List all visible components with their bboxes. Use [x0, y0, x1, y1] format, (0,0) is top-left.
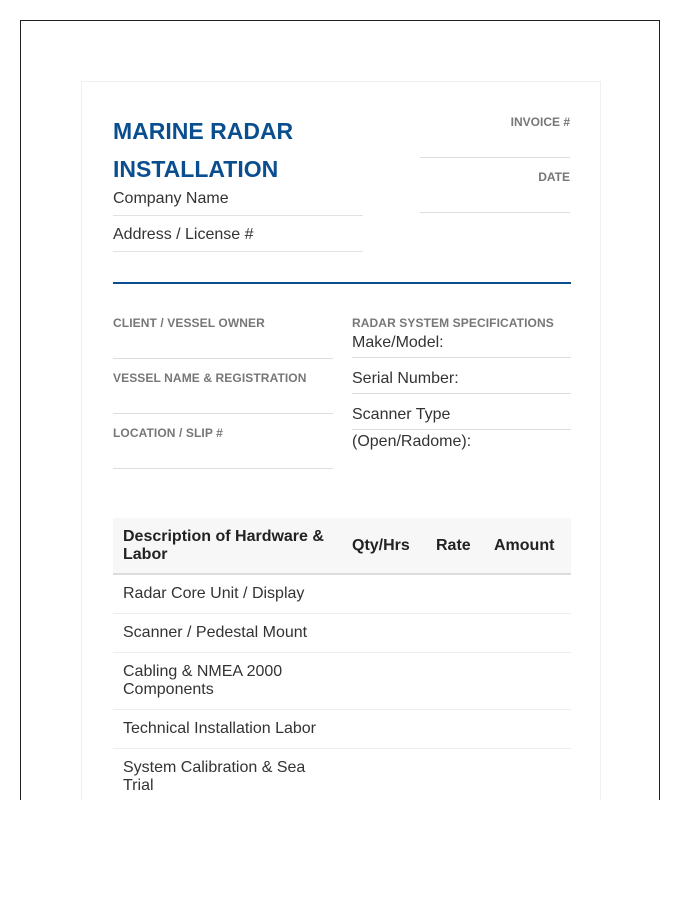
row-description: Radar Core Unit / Display: [113, 574, 342, 614]
invoice-number-label: INVOICE #: [510, 115, 570, 129]
row-amount[interactable]: [484, 749, 571, 801]
row-amount[interactable]: [484, 614, 571, 653]
scanner-type-field-continued: (Open/Radome):: [352, 433, 472, 450]
table-row: [113, 710, 571, 749]
header-divider: [113, 282, 571, 284]
qty-column-header: Qty/Hrs: [342, 518, 426, 574]
make-model-field[interactable]: Make/Model:: [352, 334, 571, 358]
row-qty[interactable]: [342, 710, 426, 749]
radar-specs-label: RADAR SYSTEM SPECIFICATIONS: [352, 316, 554, 330]
rate-column-header: Rate: [426, 518, 484, 574]
row-qty[interactable]: [342, 574, 426, 614]
description-column-header: Description of Hardware & Labor: [113, 518, 342, 574]
invoice-sheet: [81, 81, 601, 800]
table-row: [113, 574, 571, 614]
row-description: Technical Installation Labor: [113, 710, 342, 749]
document-title: MARINE RADAR INSTALLATION: [113, 118, 294, 182]
client-owner-field[interactable]: [113, 358, 333, 359]
row-description: Scanner / Pedestal Mount: [113, 614, 342, 653]
line-items-table: [113, 518, 571, 800]
table-header-row: [113, 518, 571, 574]
row-qty[interactable]: [342, 653, 426, 710]
location-slip-field[interactable]: [113, 468, 333, 469]
client-owner-label: CLIENT / VESSEL OWNER: [113, 316, 265, 330]
row-rate[interactable]: [426, 710, 484, 749]
invoice-number-field[interactable]: [420, 157, 570, 158]
row-qty[interactable]: [342, 749, 426, 801]
date-field[interactable]: [420, 212, 570, 213]
page-frame: [20, 20, 660, 800]
company-name-field[interactable]: Company Name: [113, 190, 363, 216]
table-row: [113, 653, 571, 710]
row-amount[interactable]: [484, 710, 571, 749]
row-rate[interactable]: [426, 614, 484, 653]
row-rate[interactable]: [426, 574, 484, 614]
location-slip-label: LOCATION / SLIP #: [113, 426, 223, 440]
row-description: Cabling & NMEA 2000 Components: [113, 653, 342, 710]
row-rate[interactable]: [426, 653, 484, 710]
table-row: [113, 614, 571, 653]
row-amount[interactable]: [484, 653, 571, 710]
scanner-type-field[interactable]: Scanner Type: [352, 406, 571, 430]
amount-column-header: Amount: [484, 518, 571, 574]
vessel-name-field[interactable]: [113, 413, 333, 414]
row-qty[interactable]: [342, 614, 426, 653]
row-rate[interactable]: [426, 749, 484, 801]
serial-number-field[interactable]: Serial Number:: [352, 370, 571, 394]
date-label: DATE: [538, 170, 570, 184]
address-license-field[interactable]: Address / License #: [113, 226, 363, 252]
vessel-name-label: VESSEL NAME & REGISTRATION: [113, 371, 307, 385]
row-amount[interactable]: [484, 574, 571, 614]
row-description: System Calibration & Sea Trial: [113, 749, 342, 801]
table-row: [113, 749, 571, 801]
